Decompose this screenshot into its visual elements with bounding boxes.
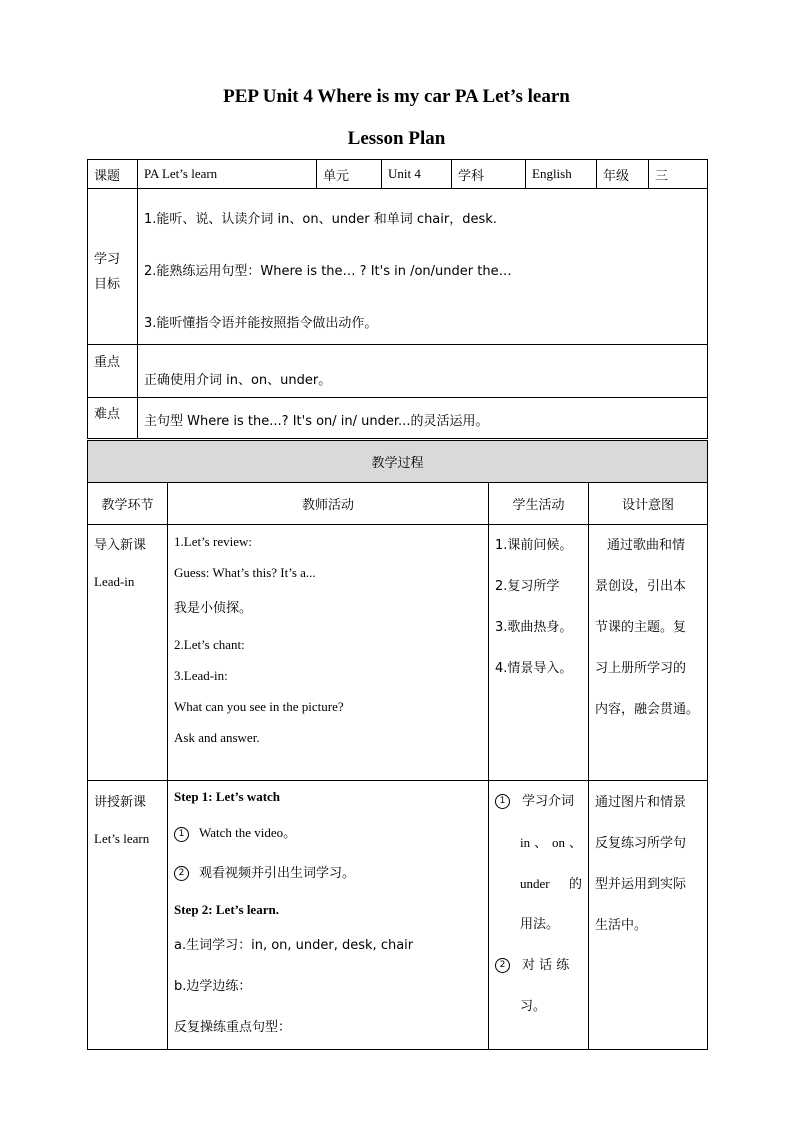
step2-item-b: b.边学边练：	[174, 979, 252, 994]
teacher-line: 3.Lead-in:	[174, 668, 228, 683]
column-header-intent: 设计意图	[589, 483, 708, 525]
teacher-line: 我是小侦探。	[174, 601, 253, 616]
teacher-line: Guess: What’s this? It’s a...	[174, 565, 316, 580]
teacher-line: Ask and answer.	[174, 730, 260, 745]
intent-line: 习上册所学习的	[595, 661, 687, 676]
intent-line: 节课的主题。复	[595, 620, 687, 635]
intent-line: 反复练习所学句	[595, 836, 687, 851]
stage2-intent	[589, 781, 708, 1050]
step1-item1	[174, 824, 482, 842]
stage2-teacher	[168, 781, 489, 1050]
difficult-label: 难点	[88, 398, 138, 439]
student-line: 3.歌曲热身。	[495, 620, 573, 635]
key-label: 重点	[88, 345, 138, 398]
stage2-name-cn: 讲授新课	[94, 795, 147, 810]
subject-value: English	[526, 160, 597, 189]
stage1-teacher	[168, 525, 489, 781]
key-text: 正确使用介词 in、on、under。	[138, 345, 708, 398]
teacher-line: What can you see in the picture?	[174, 699, 344, 714]
circled-two-marker: 2	[174, 866, 189, 881]
goals-label-line2: 目标	[94, 277, 121, 292]
process-header: 教学过程	[88, 441, 708, 483]
goals-label	[88, 189, 138, 345]
student-line: 4.情景导入。	[495, 661, 573, 676]
student-text: 学习介词	[522, 794, 575, 809]
column-header-teacher: 教师活动	[168, 483, 489, 525]
unit-value: Unit 4	[382, 160, 452, 189]
grade-value: 三	[649, 160, 708, 189]
student-text: 习。	[520, 999, 547, 1014]
circled-one-marker: 1	[174, 827, 189, 842]
intent-line: 型并运用到实际	[595, 877, 687, 892]
info-table	[87, 159, 708, 439]
grade-label: 年级	[597, 160, 649, 189]
goal-item: 3.能听懂指令语并能按照指令做出动作。	[144, 316, 378, 331]
student-item-2	[495, 957, 582, 975]
difficult-text: 主句型 Where is the...? It's on/ in/ under...的灵活运用。	[138, 398, 708, 439]
intent-line: 内容，融会贯通。	[595, 702, 700, 717]
teacher-line: 2.Let’s chant:	[174, 637, 245, 652]
stage2-name	[88, 781, 168, 1050]
stage2-name-en: Let’s learn	[94, 831, 150, 846]
document-title: PEP Unit 4 Where is my car PA Let’s learn	[223, 86, 570, 107]
circled-two-marker: 2	[495, 958, 510, 973]
intent-line: 通过图片和情景	[595, 795, 687, 810]
document-subtitle: Lesson Plan	[347, 128, 446, 149]
student-line: 1.课前问候。	[495, 538, 573, 553]
student-text: under 的	[520, 876, 582, 891]
column-header-student: 学生活动	[489, 483, 589, 525]
stage2-student	[489, 781, 589, 1050]
stage1-intent	[589, 525, 708, 781]
intent-line: 生活中。	[595, 918, 648, 933]
goal-item: 2.能熟练运用句型：Where is the… ? It's in /on/under the…	[144, 264, 512, 279]
step1-item2-text: 观看视频并引出生词学习。	[199, 866, 356, 881]
goals-label-line1: 学习	[94, 252, 121, 267]
topic-value: PA Let’s learn	[138, 160, 317, 189]
step1-item1-text: Watch the video。	[199, 825, 297, 840]
stage1-name	[88, 525, 168, 781]
step1-item2	[174, 865, 482, 883]
column-header-stage: 教学环节	[88, 483, 168, 525]
step1-heading: Step 1: Let’s watch	[174, 789, 281, 804]
stage1-student	[489, 525, 589, 781]
student-text: 对 话 练	[522, 958, 570, 973]
stage1-name-en: Lead-in	[94, 574, 135, 589]
step2-item-c: 反复操练重点句型：	[174, 1020, 292, 1035]
student-text: in 、 on 、	[520, 835, 582, 850]
step2-item-a: a.生词学习：in, on, under, desk, chair	[174, 938, 414, 953]
goals-content	[138, 189, 708, 345]
step2-heading: Step 2: Let’s learn.	[174, 902, 279, 917]
intent-line: 通过歌曲和情	[607, 538, 686, 553]
process-table	[87, 440, 708, 1050]
student-text: 用法。	[520, 917, 560, 932]
subject-label: 学科	[452, 160, 526, 189]
unit-label: 单元	[317, 160, 382, 189]
intent-line: 景创设，引出本	[595, 579, 687, 594]
student-item-1	[495, 793, 582, 811]
teacher-line: 1.Let’s review:	[174, 534, 252, 549]
topic-label: 课题	[88, 160, 138, 189]
student-line: 2.复习所学	[495, 579, 560, 594]
goal-item: 1.能听、说、认读介词 in、on、under 和单词 chair，desk.	[144, 212, 497, 227]
stage1-name-cn: 导入新课	[94, 538, 147, 553]
circled-one-marker: 1	[495, 794, 510, 809]
